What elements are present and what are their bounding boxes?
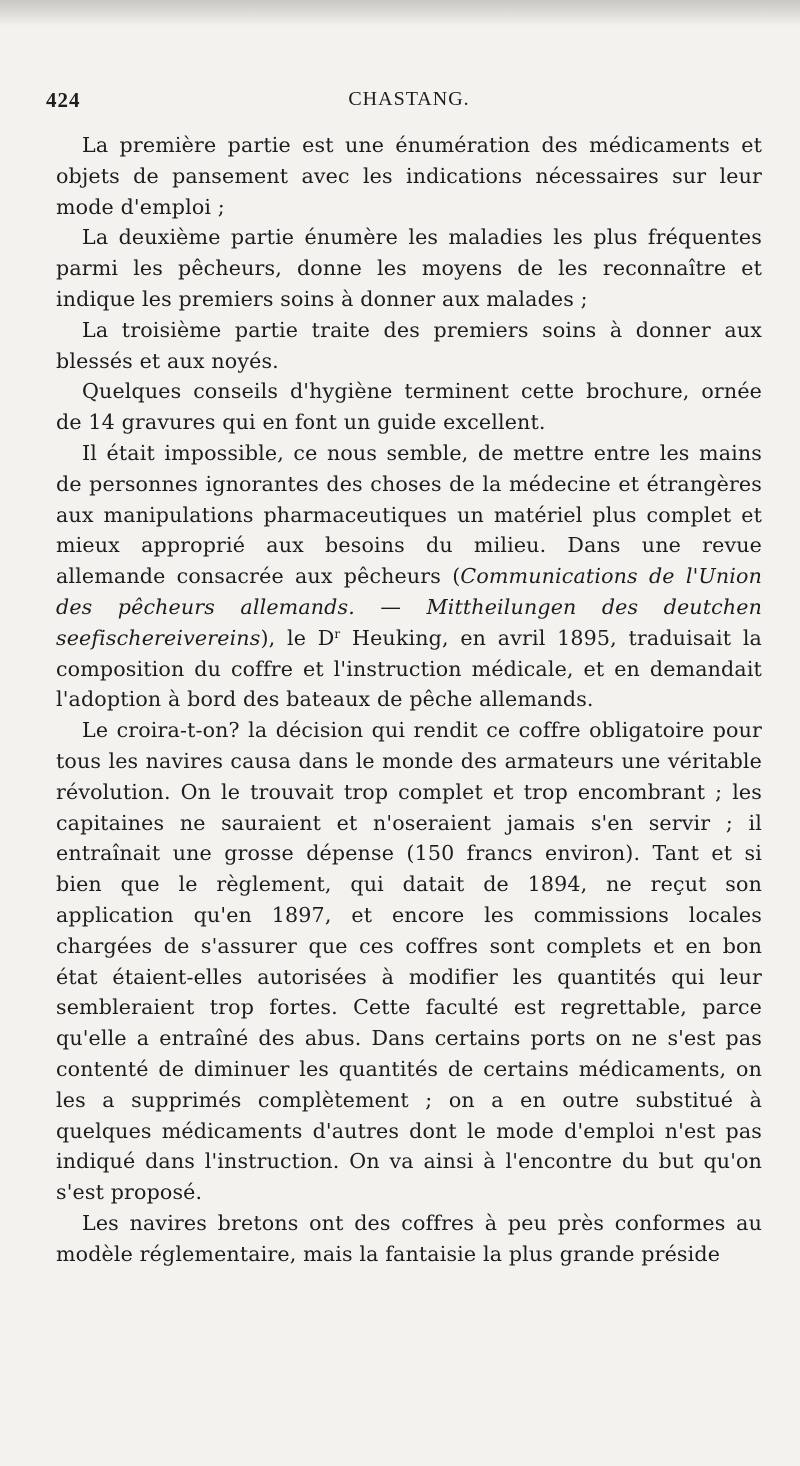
- paragraph-5-part-b: ), le D: [260, 625, 335, 650]
- journal-title-italic: Communications de l'Union des pêcheurs allemands. — Mittheilungen des deutchen seefischereivereins: [56, 564, 762, 650]
- page-header: [46, 82, 762, 118]
- paragraph-5-part-c: Heuking, en avril 1895, traduisait la composition du coffre et l'instruction médicale, et en demandait l'adoption à bord des bateaux de pêche allemands.: [56, 625, 762, 712]
- book-page: [46, 82, 762, 1269]
- paragraph-4: Quelques conseils d'hygiène terminent cette brochure, ornée de 14 gravures qui en font un guide excellent.: [56, 379, 762, 435]
- paragraph-6: Le croira-t-on? la décision qui rendit ce coffre obligatoire pour tous les navires causa dans le monde des armateurs une véritable révolution. On le trouvait trop complet et trop encombrant ; les capitaines ne sauraient et n'oseraient jamais s'en servir ; il entraînait une grosse dépense (150 francs environ). Tant et si bien que le règlement, qui datait de 1894, ne reçut son application qu'en 1897, et encore les commissions locales chargées de s'assurer que ces coffres sont complets et en bon état étaient-elles autorisées à modifier les quantités qui leur sembleraient trop fortes. Cette faculté est regrettable, parce qu'elle a entraîné des abus. Dans certains ports on ne s'est pas contenté de diminuer les quantités de certains médicaments, on les a supprimés complètement ; on a en outre substitué à quelques médicaments d'autres dont le mode d'emploi n'est pas indiqué dans l'instruction. On va ainsi à l'encontre du but qu'on s'est proposé.: [56, 718, 762, 1205]
- paragraph-3: La troisième partie traite des premiers soins à donner aux blessés et aux noyés.: [56, 317, 762, 373]
- paragraph-2: La deuxième partie énumère les maladies les plus fréquentes parmi les pêcheurs, donne les moyens de les reconnaître et indique les premiers soins à donner aux malades ;: [56, 225, 762, 311]
- paragraph-5: [56, 438, 762, 715]
- paragraph-7: Les navires bretons ont des coffres à peu près conformes au modèle réglementaire, mais la fantaisie la plus grande préside: [56, 1210, 762, 1266]
- body-text: [56, 130, 762, 1269]
- doctor-superscript: r: [334, 626, 341, 641]
- running-title: CHASTANG.: [348, 88, 470, 110]
- page-top-shadow: [0, 0, 800, 26]
- paragraph-1: La première partie est une énumération des médicaments et objets de pansement avec les indications nécessaires sur leur mode d'emploi ;: [56, 133, 762, 219]
- page-number: 424: [46, 88, 81, 112]
- paragraph-5-part-a: Il était impossible, ce nous semble, de mettre entre les mains de personnes ignorantes des choses de la médecine et étrangères aux manipulations pharmaceutiques un matériel plus complet et mieux approprié aux besoins du milieu. Dans une revue allemande consacrée aux pêcheurs (: [56, 440, 762, 589]
